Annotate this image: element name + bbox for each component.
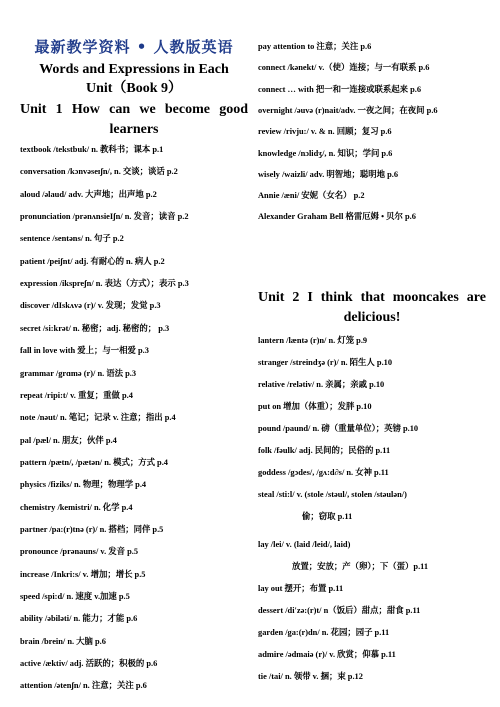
word-entry: grammar /grɑmə (r)/ n. 语法 p.3 [20,368,137,378]
heading-word: How [71,102,100,117]
document-title-line1: Words and Expressions in Each [39,62,229,77]
word-entry: 偷；窃取 p.11 [302,512,353,521]
word-entry: discover /dIskʌvə (r)/ v. 发现；发觉 p.3 [20,301,161,311]
word-entry: pound /paund/ n. 磅（重量单位）；英镑 p.10 [258,424,419,433]
heading-word: I [307,290,313,305]
word-entry: pay attention to 注意；关注 p.6 [258,42,372,51]
word-entry: goddess /gɔdes/, /gʌ:d∂s/ n. 女神 p.11 [258,468,389,477]
word-entry: garden /ga:(r)dn/ n. 花园；园子 p.11 [258,628,390,637]
word-entry: physics /fiziks/ n. 物理；物理学 p.4 [20,480,147,490]
word-entry: note /nəut/ n. 笔记；记录 v. 注意；指出 p.4 [20,413,176,423]
word-entry: connect … with 把一和一连接或联系起来 p.6 [258,84,422,94]
word-entry: put on 增加（体重）；发胖 p.10 [258,402,372,411]
word-entry: folk /fəulk/ adj. 民间的；民俗的 p.11 [258,446,391,455]
word-entry: sentence /sentəns/ n. 句子 p.2 [20,234,124,244]
unit2-heading-line2: delicious! [343,310,401,325]
word-entry: conversation /kɔnvəseɪʃn/, n. 交谈；谈话 p.2 [20,167,178,177]
heading-word: 1 [55,102,63,117]
word-entry: attention /ətenʃn/ n. 注意；关注 p.6 [20,681,147,691]
word-entry: tie /tai/ n. 领带 v. 捆；束 p.12 [258,672,363,681]
word-entry: partner /pa:(r)tnə (r)/ n. 搭档；同伴 p.5 [20,524,164,534]
word-entry: dessert /di'zə:(r)t/ n（饭后）甜点；甜食 p.11 [258,606,421,615]
word-entry: knowledge /nɔlidʒ/, n. 知识；学问 p.6 [258,148,393,158]
word-entry: stranger /streindʒə (r)/ n. 陌生人 p.10 [258,358,393,367]
word-entry: brain /brein/ n. 大脑 p.6 [20,636,106,646]
word-entry: textbook /tekstbuk/ n. 教科书；课本 p.1 [20,145,164,154]
word-entry: Alexander Graham Bell 格雷厄姆 • 贝尔 p.6 [258,212,416,222]
document-title [20,60,248,98]
banner-title: 最新教学资料 • 人教版英语 [34,38,234,56]
word-entry: pattern /pætn/, /pætən/ n. 模式；方式 p.4 [20,457,168,467]
unit1-heading [20,100,248,140]
heading-word: can [109,102,131,117]
heading-word: think [320,290,353,305]
word-entry: patient /peiʃnt/ adj. 有耐心的 n. 病人 p.2 [20,256,165,266]
word-entry: 放置；安放；产（卵）；下（蛋）p.11 [292,562,429,571]
word-entry: expression /ikspreʃn/ n. 表达（方式）；表示 p.3 [20,279,189,289]
word-entry: aloud /əlaud/ adv. 大声地；出声地 p.2 [20,189,157,199]
unit1-heading-line2: learners [109,122,159,137]
heading-word: become [164,102,210,117]
heading-word: 2 [292,290,300,305]
word-entry: steal /sti:l/ v. (stole /stəul/, stolen /stəulən/) [258,490,407,499]
word-entry: secret /si:krət/ n. 秘密；adj. 秘密的； p.3 [20,323,170,333]
word-entry: pal /pæl/ n. 朋友；伙伴 p.4 [20,435,117,445]
heading-word: Unit [20,102,47,117]
word-entry: lay /lei/ v. (laid /leid/, laid) [258,540,351,549]
heading-word: we [139,102,156,117]
word-entry: connect /kənekt/ v.（使）连接；与一有联系 p.6 [258,63,430,73]
word-entry: lantern /læntə (r)n/ n. 灯笼 p.9 [258,336,368,345]
word-entry: relative /relətiv/ n. 亲属；亲戚 p.10 [258,380,385,389]
word-entry: lay out 摆开；布置 p.11 [258,584,344,593]
word-entry: increase /Inkri:s/ v. 增加；增长 p.5 [20,569,146,579]
word-entry: wisely /waizli/ adv. 明智地；聪明地 p.6 [258,169,399,179]
unit2-heading-line1 [258,288,486,308]
word-entry: Annie /æni/ 安妮（女名） p.2 [258,191,365,201]
word-entry: review /rivju:/ v. & n. 回顾；复习 p.6 [258,127,392,137]
word-entry: active /æktiv/ adj. 活跃的；积极的 p.6 [20,659,158,669]
word-entry: ability /əbiləti/ n. 能力；才能 p.6 [20,614,138,624]
unit2-heading [258,288,486,328]
word-entry: pronunciation /prənʌnsieIʃn/ n. 发音；读音 p.2 [20,212,189,222]
word-entry: fall in love with 爱上；与一相爱 p.3 [20,346,149,356]
unit1-heading-line1 [20,100,248,120]
heading-word: are [466,290,486,305]
word-entry: speed /spi:d/ n. 速度 v.加速 p.5 [20,592,130,601]
heading-word: that [360,290,385,305]
heading-word: mooncakes [392,290,459,305]
word-entry: repeat /ripi:t/ v. 重复；重做 p.4 [20,390,133,400]
word-entry: pronounce /prənauns/ v. 发音 p.5 [20,547,139,557]
heading-word: Unit [258,290,285,305]
word-entry: admire /ədmaiə (r)/ v. 欣赏；仰慕 p.11 [258,650,396,659]
heading-word: good [219,102,248,117]
word-entry: chemistry /kemistri/ n. 化学 p.4 [20,502,133,512]
document-title-line2: Unit（Book 9） [85,81,183,96]
word-entry: overnight /əuvə (r)nait/adv. 一夜之间；在夜间 p.6 [258,105,438,115]
